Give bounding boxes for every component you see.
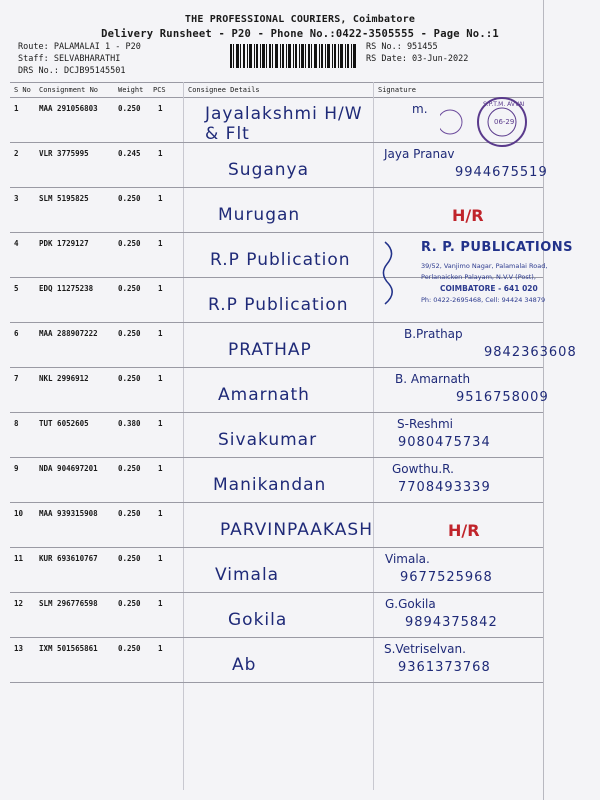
table-top-border [10, 82, 543, 83]
barcode-image [230, 44, 358, 68]
row-pieces: 1 [158, 464, 163, 473]
row-serial-number: 4 [14, 239, 19, 248]
row-signature: G.Gokila [385, 597, 436, 611]
row-serial-number: 12 [14, 599, 24, 608]
row-consignment-number: SLM 5195825 [39, 194, 89, 203]
column-header-pcs: PCS [153, 86, 166, 94]
row-signature: B.Prathap [404, 327, 463, 341]
row-phone-number: 7708493339 [398, 480, 491, 495]
row-signature: S.Vetriselvan. [384, 642, 466, 656]
row-signature: m. [412, 102, 428, 116]
staff-info: Staff: SELVABHARATHI [18, 54, 121, 64]
row-weight: 0.250 [118, 374, 141, 383]
rp-stamp-address2: Perlanaicken Palayam, N.V.V (Post), [421, 273, 536, 281]
row-signature: S-Reshmi [397, 417, 454, 431]
row-consignee-name: Manikandan [213, 475, 327, 495]
row-phone-number: 9361373768 [398, 660, 491, 675]
seal-text: S.P.T.M. AVVAI [483, 101, 525, 108]
row-weight: 0.250 [118, 284, 141, 293]
row-consignee-name: Amarnath [218, 385, 310, 405]
row-serial-number: 7 [14, 374, 19, 383]
row-pieces: 1 [158, 554, 163, 563]
row-serial-number: 3 [14, 194, 19, 203]
row-phone-number: 9944675519 [455, 165, 548, 180]
row-consignee-name: Suganya [228, 160, 310, 180]
row-phone-number: 9080475734 [398, 435, 491, 450]
row-consignment-number: VLR 3775995 [39, 149, 89, 158]
row-consignee-name: R.P Publication [208, 295, 349, 315]
row-weight: 0.250 [118, 554, 141, 563]
column-header-signature: Signature [378, 86, 416, 94]
drs-number: DRS No.: DCJB95145501 [18, 66, 126, 76]
row-consignee-name: Gokila [228, 610, 288, 630]
row-phone-number: 9842363608 [484, 345, 577, 360]
row-consignee-name: R.P Publication [210, 250, 351, 270]
runsheet-subtitle: Delivery Runsheet - P20 - Phone No.:0422-3505555 - Page No.:1 [101, 28, 499, 40]
row-pieces: 1 [158, 104, 163, 113]
row-consignee-name: Ab [232, 655, 257, 675]
row-signature: H/R [452, 206, 484, 225]
rp-stamp-address1: 39/52, Vanjimo Nagar, Palamalai Road, [421, 262, 548, 270]
row-serial-number: 9 [14, 464, 19, 473]
row-pieces: 1 [158, 329, 163, 338]
row-consignment-number: NKL 2996912 [39, 374, 89, 383]
row-consignee-name: Murugan [218, 205, 301, 225]
row-weight: 0.250 [118, 194, 141, 203]
row-serial-number: 10 [14, 509, 24, 518]
row-weight: 0.250 [118, 239, 141, 248]
row-signature: H/R [448, 521, 480, 540]
rs-date: RS Date: 03-Jun-2022 [366, 54, 469, 64]
row-consignment-number: MAA 291056803 [39, 104, 98, 113]
row-signature: B. Amarnath [395, 372, 471, 386]
row-phone-number: 9677525968 [400, 570, 493, 585]
row-pieces: 1 [158, 599, 163, 608]
row-divider [10, 547, 543, 548]
route-info: Route: PALAMALAI 1 - P20 [18, 42, 141, 52]
row-consignment-number: MAA 288907222 [39, 329, 98, 338]
row-pieces: 1 [158, 374, 163, 383]
row-weight: 0.250 [118, 599, 141, 608]
column-header-weight: Weight [118, 86, 144, 94]
row-serial-number: 1 [14, 104, 19, 113]
row-consignment-number: IXM 501565861 [39, 644, 98, 653]
row-consignee-name: Jayalakshmi H/W & Flt [205, 104, 363, 144]
row-signature: Gowthu.R. [392, 462, 454, 476]
row-pieces: 1 [158, 239, 163, 248]
row-consignment-number: SLM 296776598 [39, 599, 98, 608]
row-divider [10, 187, 543, 188]
rp-stamp-city: COIMBATORE - 641 020 [440, 284, 538, 293]
row-pieces: 1 [158, 149, 163, 158]
row-serial-number: 11 [14, 554, 24, 563]
row-weight: 0.250 [118, 644, 141, 653]
column-header-consignee: Consignee Details [188, 86, 260, 94]
row-pieces: 1 [158, 284, 163, 293]
row-consignee-name: PARVINPAAKASH [220, 520, 373, 540]
row-consignment-number: TUT 6052605 [39, 419, 89, 428]
row-serial-number: 8 [14, 419, 19, 428]
row-weight: 0.245 [118, 149, 141, 158]
company-title: THE PROFESSIONAL COURIERS, Coimbatore [184, 14, 416, 25]
row-divider [10, 232, 543, 233]
row-pieces: 1 [158, 509, 163, 518]
row-divider [10, 367, 543, 368]
rp-stamp-phone: Ph: 0422-2695468, Cell: 94424 34879 [421, 296, 546, 304]
row-weight: 0.250 [118, 104, 141, 113]
row-consignment-number: EDQ 11275238 [39, 284, 94, 293]
row-pieces: 1 [158, 419, 163, 428]
column-header-sno: S No [14, 86, 31, 94]
row-signature: Jaya Pranav [384, 147, 455, 161]
row-serial-number: 13 [14, 644, 24, 653]
rp-stamp-name: R. P. PUBLICATIONS [421, 240, 574, 255]
row-weight: 0.380 [118, 419, 141, 428]
row-serial-number: 6 [14, 329, 19, 338]
row-consignment-number: NDA 904697201 [39, 464, 98, 473]
column-divider-consignee [183, 82, 184, 790]
row-weight: 0.250 [118, 509, 141, 518]
row-consignee-name: PRATHAP [228, 340, 312, 360]
row-consignment-number: KUR 693610767 [39, 554, 98, 563]
row-consignee-name: Sivakumar [218, 430, 318, 450]
row-phone-number: 9894375842 [405, 615, 498, 630]
seal-date: 06-29 [494, 118, 515, 126]
row-consignment-number: PDK 1729127 [39, 239, 89, 248]
row-divider [10, 592, 543, 593]
row-pieces: 1 [158, 644, 163, 653]
row-serial-number: 2 [14, 149, 19, 158]
row-divider [10, 637, 543, 638]
rs-number: RS No.: 951455 [366, 42, 438, 52]
row-phone-number: 9516758009 [456, 390, 549, 405]
row-signature: Vimala. [385, 552, 430, 566]
row-consignment-number: MAA 939315908 [39, 509, 98, 518]
row-divider [10, 457, 543, 458]
row-weight: 0.250 [118, 464, 141, 473]
row-divider [10, 322, 543, 323]
row-consignee-name: Vimala [215, 565, 280, 585]
column-header-consignment: Consignment No [39, 86, 99, 94]
row-pieces: 1 [158, 194, 163, 203]
row-weight: 0.250 [118, 329, 141, 338]
row-divider [10, 412, 543, 413]
column-divider-signature [373, 82, 374, 790]
row-divider [10, 682, 543, 683]
row-divider [10, 502, 543, 503]
row-serial-number: 5 [14, 284, 19, 293]
